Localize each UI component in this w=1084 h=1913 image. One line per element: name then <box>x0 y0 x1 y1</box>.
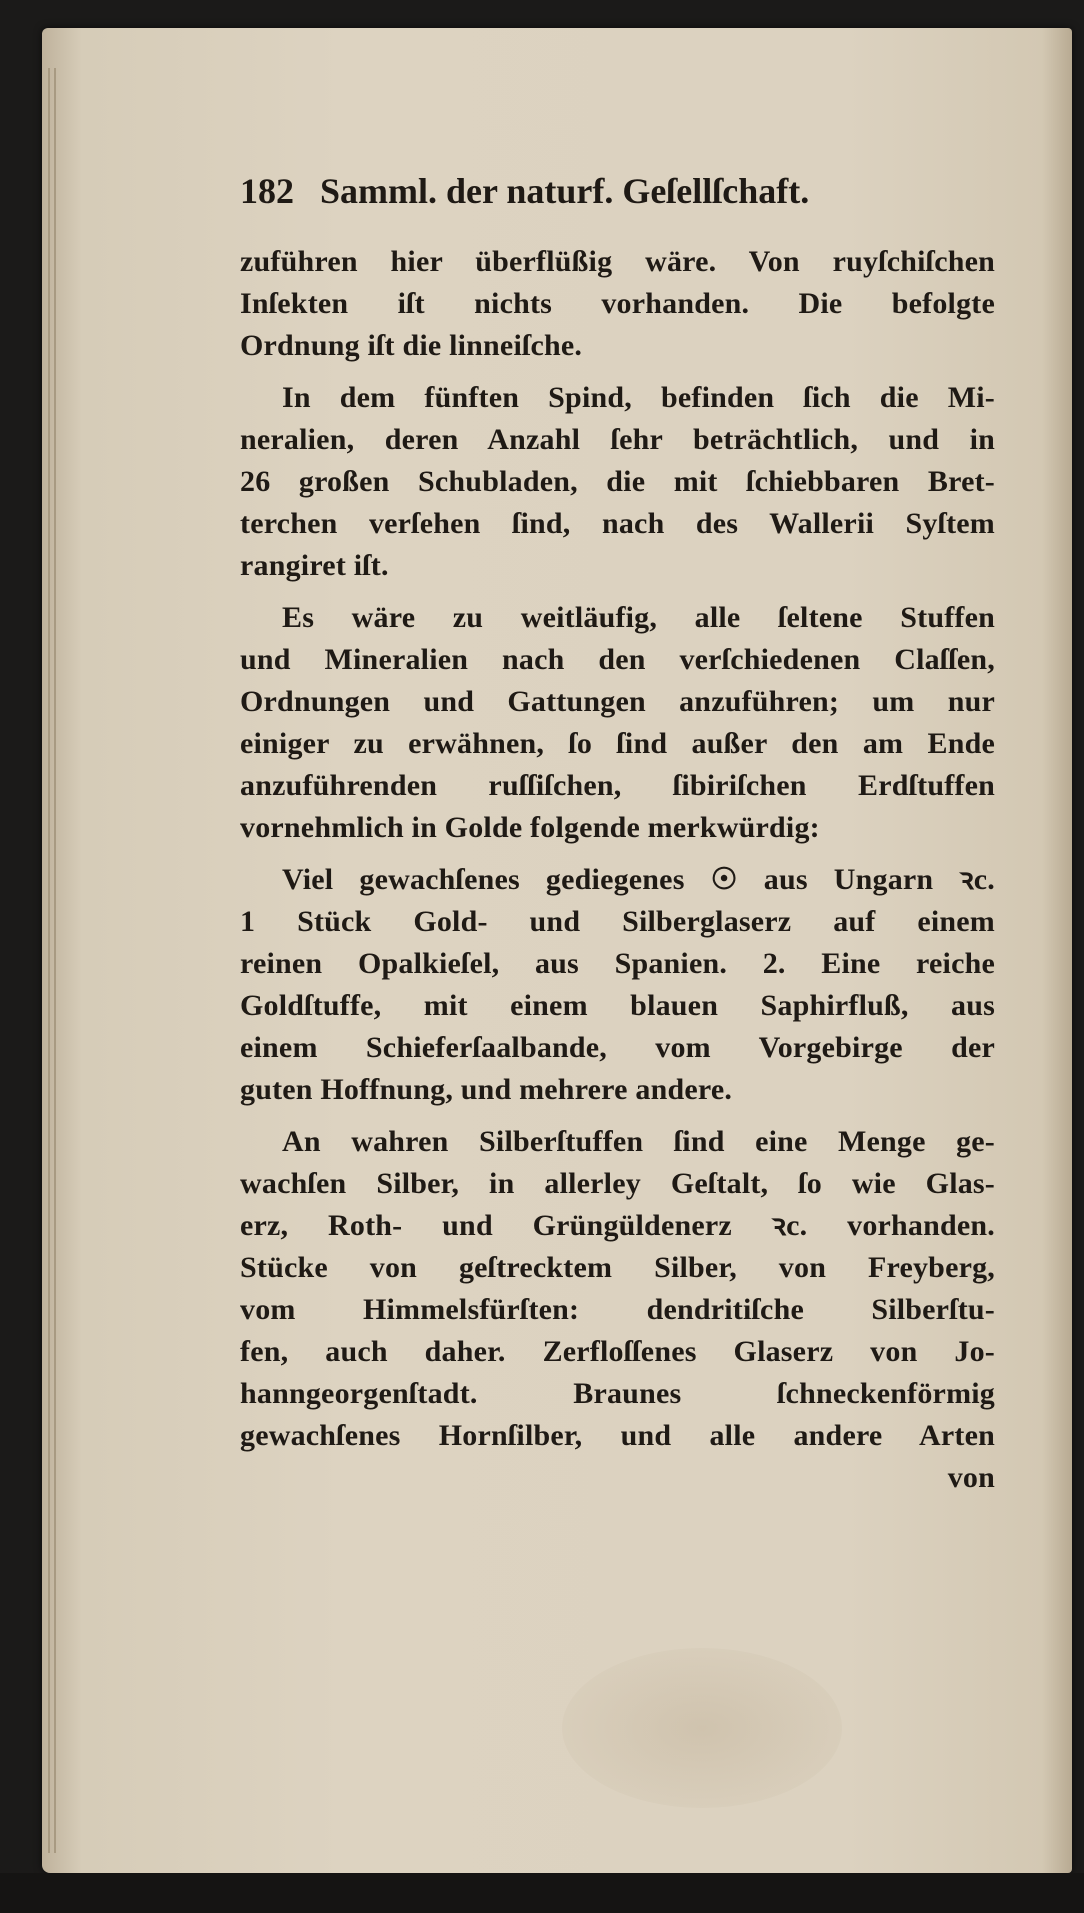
text-line: Stücke von geſtrecktem Silber, von Freyberg, <box>240 1251 995 1284</box>
text-line: In dem fünften Spind, befinden ſich die Mi- <box>282 381 995 414</box>
text-line: Viel gewachſenes gediegenes ☉ aus Ungarn ꝛc. <box>282 863 995 896</box>
running-title: Samml. der naturf. Geſellſchaft. <box>320 171 810 211</box>
text-line: Ordnungen und Gattungen anzuführen; um nur <box>240 685 995 718</box>
text-line: einem Schieferſaalbande, vom Vorgebirge der <box>240 1031 995 1064</box>
text-line: anzuführenden ruſſiſchen, ſibiriſchen Erdſtuffen <box>240 769 995 802</box>
text-line: gewachſenes Hornſilber, und alle andere Arten <box>240 1419 995 1452</box>
catchword: von <box>947 1461 995 1494</box>
running-header <box>240 170 809 212</box>
text-line: Goldſtuffe, mit einem blauen Saphirfluß, aus <box>240 989 995 1022</box>
page-edge <box>54 68 56 1853</box>
text-line: vornehmlich in Golde folgende merkwürdig: <box>240 811 820 844</box>
page-edge <box>48 68 50 1853</box>
text-line: vom Himmelsfürſten: dendritiſche Silberſtu- <box>240 1293 995 1326</box>
text-line: neralien, deren Anzahl ſehr beträchtlich, und in <box>240 423 995 456</box>
text-line: guten Hoffnung, und mehrere andere. <box>240 1073 733 1106</box>
text-line: erz, Roth- und Grüngüldenerz ꝛc. vorhanden. <box>240 1209 995 1242</box>
text-line: Ordnung iſt die linneiſche. <box>240 329 583 362</box>
text-line: 1 Stück Gold- und Silberglaserz auf einem <box>240 905 995 938</box>
text-line: wachſen Silber, in allerley Geſtalt, ſo wie Glas- <box>240 1167 995 1200</box>
page-number: 182 <box>240 171 294 211</box>
text-line: Es wäre zu weitläufig, alle ſeltene Stuffen <box>282 601 995 634</box>
text-line: fen, auch daher. Zerfloſſenes Glaserz von Jo- <box>240 1335 995 1368</box>
scan-background <box>0 1873 1084 1913</box>
text-line: rangiret iſt. <box>240 549 389 582</box>
text-line: zuführen hier überflüßig wäre. Von ruyſchiſchen <box>240 245 995 278</box>
text-line: einiger zu erwähnen, ſo ſind außer den am Ende <box>240 727 995 760</box>
text-line: terchen verſehen ſind, nach des Wallerii Syſtem <box>240 507 995 540</box>
text-line: reinen Opalkieſel, aus Spanien. 2. Eine reiche <box>240 947 995 980</box>
text-line: und Mineralien nach den verſchiedenen Claſſen, <box>240 643 995 676</box>
paper-stain <box>562 1648 842 1808</box>
text-line: Inſekten iſt nichts vorhanden. Die befolgte <box>240 287 995 320</box>
text-line: hanngeorgenſtadt. Braunes ſchneckenförmig <box>240 1377 995 1410</box>
text-line: An wahren Silberſtuffen ſind eine Menge ge- <box>282 1125 995 1158</box>
text-line: 26 großen Schubladen, die mit ſchiebbaren Bret- <box>240 465 995 498</box>
